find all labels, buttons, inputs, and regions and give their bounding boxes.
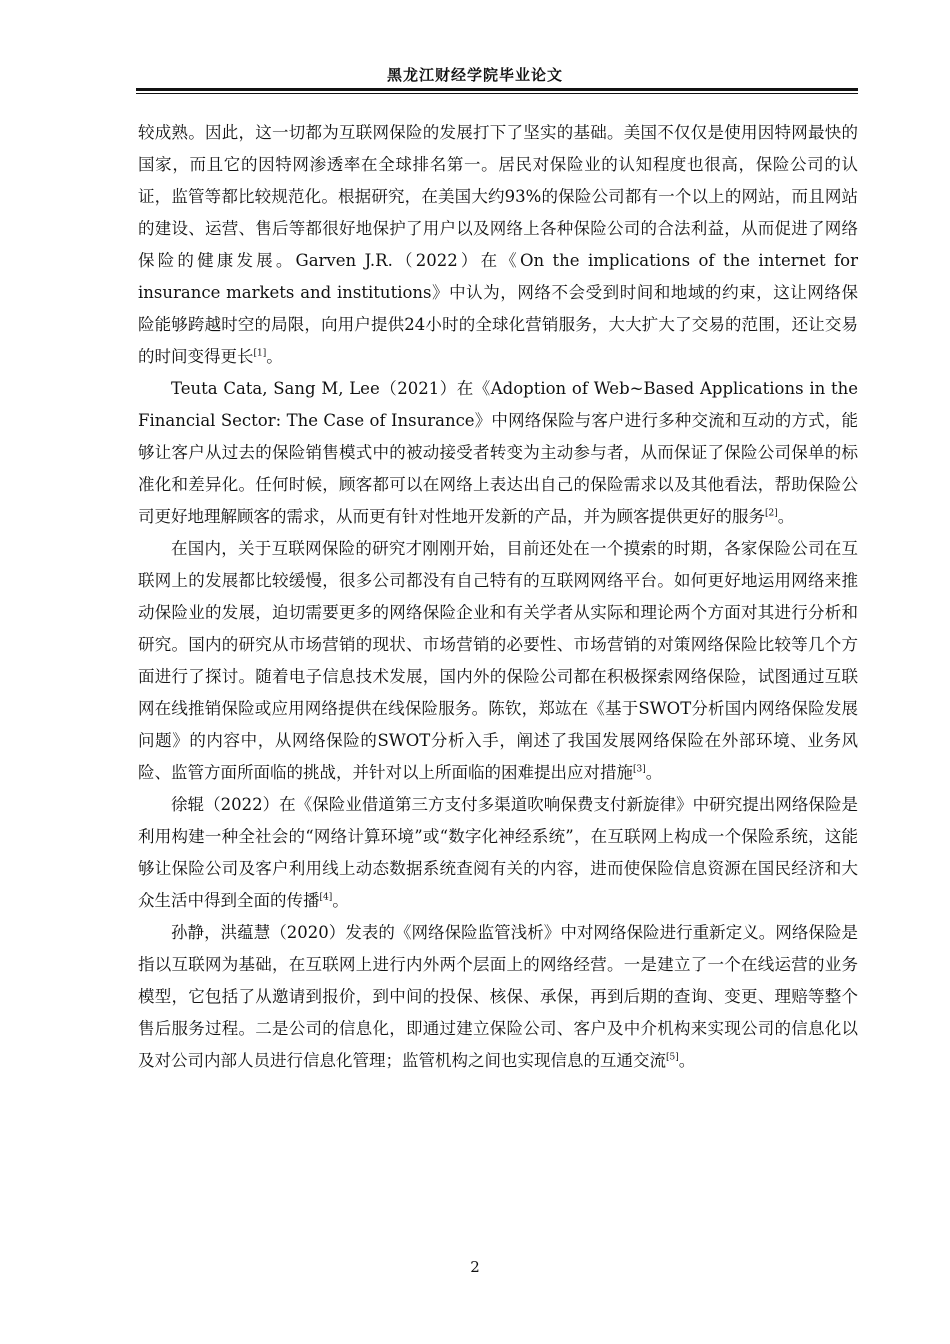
- paragraph: [138, 789, 858, 917]
- header-rule-thin: [136, 93, 858, 94]
- paragraph-text: 徐辊（2022）在《保险业借道第三方支付多渠道吹响保费支付新旋律》中研究提出网络保险是利用构建一种全社会的“网络计算环境”或“数字化神经系统”，在互联网上构成一个保险系统，这能够让保险公司及客户利用线上动态数据系统查阅有关的内容，进而使保险信息资源在国民经济和大众生活中得到全面的传播: [138, 795, 858, 910]
- paragraph-end: 。: [678, 1051, 696, 1070]
- header-rule-thick: [136, 88, 858, 91]
- paragraph-end: 。: [777, 507, 795, 526]
- page-header-title: 黑龙江财经学院毕业论文: [386, 66, 563, 84]
- paragraph-text: 在国内，关于互联网保险的研究才刚刚开始，目前还处在一个摸索的时期，各家保险公司在互联网上的发展都比较缓慢，很多公司都没有自己特有的互联网网络平台。如何更好地运用网络来推动保险业的发展，迫切需要更多的网络保险企业和有关学者从实际和理论两个方面对其进行分析和研究。国内的研究从市场营销的现状、市场营销的必要性、市场营销的对策网络保险比较等几个方面进行了探讨。随着电子信息技术发展，国内外的保险公司都在积极探索网络保险，试图通过互联网在线推销保险或应用网络提供在线保险服务。陈钦，郑竑在《基于SWOT分析国内网络保险发展问题》的内容中，从网络保险的SWOT分析入手，阐述了我国发展网络保险在外部环境、业务风险、监管方面所面临的挑战，并针对以上所面临的困难提出应对措施: [138, 539, 858, 782]
- paragraph-text: 孙静，洪蕴慧（2020）发表的《网络保险监管浅析》中对网络保险进行重新定义。网络保险是指以互联网为基础，在互联网上进行内外两个层面上的网络经营。一是建立了一个在线运营的业务模型，它包括了从邀请到报价，到中间的投保、核保、承保，再到后期的查询、变更、理赔等整个售后服务过程。二是公司的信息化，即通过建立保险公司、客户及中介机构来实现公司的信息化以及对公司内部人员进行信息化管理；监管机构之间也实现信息的互通交流: [138, 923, 858, 1070]
- paragraph-end: 。: [332, 891, 349, 910]
- paragraph-end: 。: [266, 347, 283, 366]
- citation-ref: [4]: [319, 892, 333, 903]
- paragraph: [138, 533, 858, 789]
- citation-ref: [5]: [666, 1052, 679, 1063]
- citation-ref: [2]: [765, 508, 778, 519]
- page-number: 2: [470, 1258, 480, 1276]
- paragraph: [138, 917, 858, 1077]
- citation-ref: [1]: [253, 348, 267, 359]
- paragraph: [138, 373, 858, 533]
- citation-ref: [3]: [633, 764, 646, 775]
- paragraph-end: 。: [645, 763, 663, 782]
- paragraph: [138, 117, 858, 373]
- paragraph-text: Teuta Cata, Sang M, Lee（2021）在《Adoption of Web~Based Applications in the Financial Sector: The Case of Insurance》中网络保险与客户进行多种交流和互动的方式，能够让客户从过去的保险销售模式中的被动接受者转变为主动参与者，从而保证了保险公司保单的标准化和差异化。任何时候，顾客都可以在网络上表达出自己的保险需求以及其他看法，帮助保险公司更好地理解顾客的需求，从而更有针对性地开发新的产品，并为顾客提供更好的服务: [138, 379, 858, 526]
- paragraph-text: 较成熟。因此，这一切都为互联网保险的发展打下了坚实的基础。美国不仅仅是使用因特网最快的国家，而且它的因特网渗透率在全球排名第一。居民对保险业的认知程度也很高，保险公司的认证，监管等都比较规范化。根据研究，在美国大约93%的保险公司都有一个以上的网站，而且网站的建设、运营、售后等都很好地保护了用户以及网络上各种保险公司的合法利益，从而促进了网络保险的健康发展。Garven J.R.（2022）在《On the implications of the internet for insurance markets and institutions》中认为，网络不会受到时间和地域的约束，这让网络保险能够跨越时空的局限，向用户提供24小时的全球化营销服务，大大扩大了交易的范围，还让交易的时间变得更长: [138, 123, 858, 366]
- body-text: [138, 117, 858, 1077]
